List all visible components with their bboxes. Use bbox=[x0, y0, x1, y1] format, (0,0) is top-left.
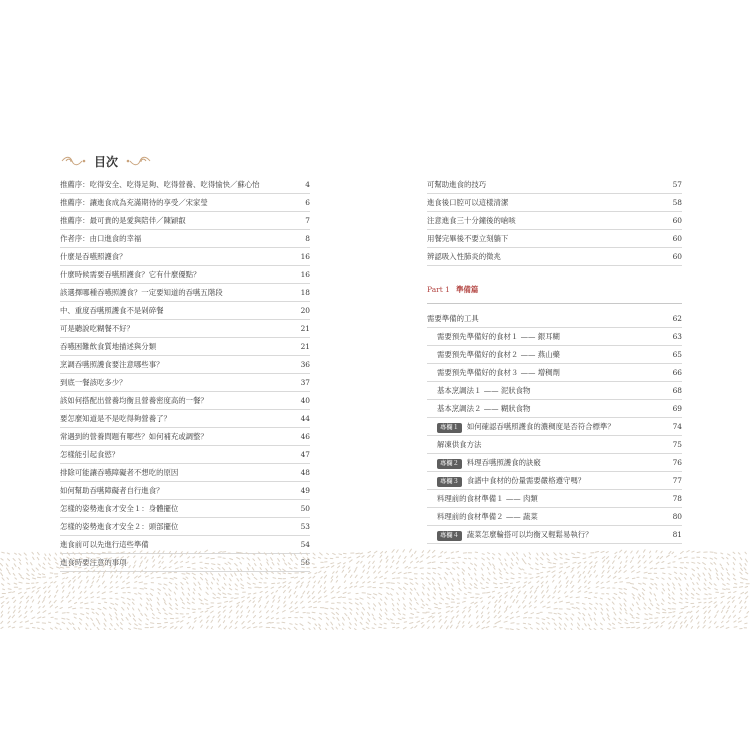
toc-entry-label bbox=[60, 194, 286, 211]
toc-entry-text: 用餐完畢後不要立刻躺下 bbox=[427, 234, 509, 243]
toc-entry-page: 76 bbox=[672, 458, 682, 467]
toc-entry bbox=[427, 346, 682, 364]
toc-entry bbox=[60, 518, 310, 536]
toc-entry bbox=[60, 356, 310, 374]
toc-entry-text: 推薦序：讓進食成為充滿期待的享受／宋家瑩 bbox=[60, 198, 208, 207]
toc-entry-label bbox=[60, 320, 286, 337]
toc-entry bbox=[427, 176, 682, 194]
toc-entry bbox=[60, 482, 310, 500]
toc-entry-page: 65 bbox=[672, 350, 682, 359]
toc-entry-text: 基本烹調法１ —— 泥狀食物 bbox=[437, 386, 531, 395]
toc-entry-page: 53 bbox=[300, 522, 310, 531]
toc-entry-text: 需要準備的工具 bbox=[427, 314, 479, 323]
toc-entry-page: 16 bbox=[300, 252, 310, 261]
toc-entry-text: 中、重度吞嚥照護食不是剁碎餐 bbox=[60, 306, 164, 315]
toc-entry-label bbox=[427, 212, 658, 229]
toc-entry bbox=[60, 302, 310, 320]
toc-entry-label bbox=[60, 266, 286, 283]
toc-entry-page: 16 bbox=[300, 270, 310, 279]
toc-entry-label bbox=[427, 418, 658, 435]
toc-entry-text: 進食前可以先進行這些準備 bbox=[60, 540, 149, 549]
toc-entry-text: 基本烹調法２ —— 糊狀食物 bbox=[437, 404, 531, 413]
column-badge: 專欄２ bbox=[437, 459, 462, 469]
toc-entry bbox=[427, 364, 682, 382]
toc-entry-label bbox=[60, 500, 286, 517]
toc-entry-text: 可是聽說吃糊餐不好？ bbox=[60, 324, 134, 333]
toc-entry-label bbox=[427, 328, 658, 345]
column-badge: 專欄４ bbox=[437, 531, 462, 541]
toc-entry-label bbox=[427, 400, 658, 417]
toc-entry-text: 需要預先準備好的食材３ —— 增稠劑 bbox=[437, 368, 560, 377]
toc-entry-text: 進食後口腔可以這樣清潔 bbox=[427, 198, 509, 207]
toc-entry bbox=[60, 176, 310, 194]
toc-entry-text: 什麼是吞嚥照護食？ bbox=[60, 252, 127, 261]
toc-entry bbox=[60, 374, 310, 392]
toc-entry-text: 料理前的食材準備２ —— 蔬菜 bbox=[437, 512, 538, 521]
toc-entry-label bbox=[427, 382, 658, 399]
toc-entry-page: 36 bbox=[300, 360, 310, 369]
toc-entry-text: 進食時要注意的事項 bbox=[60, 558, 127, 567]
toc-entry-text: 吞嚥困難飲食質地描述與分類 bbox=[60, 342, 157, 351]
toc-entry-text: 什麼時候需要吞嚥照護食？它有什麼優點？ bbox=[60, 270, 201, 279]
toc-entry-page: 18 bbox=[300, 288, 310, 297]
toc-entry-page: 60 bbox=[672, 252, 682, 261]
toc-entry-page: 54 bbox=[300, 540, 310, 549]
toc-entry-page: 60 bbox=[672, 234, 682, 243]
toc-entry-text: 如何確認吞嚥照護食的濃稠度是否符合標準？ bbox=[466, 422, 615, 431]
toc-header bbox=[60, 150, 152, 172]
toc-entry-label bbox=[427, 436, 658, 453]
toc-entry-text: 常遇到的營養問題有哪些？如何補充或調整？ bbox=[60, 432, 208, 441]
toc-entry-label bbox=[60, 248, 286, 265]
toc-entry bbox=[427, 230, 682, 248]
toc-entry-page: 8 bbox=[305, 234, 310, 243]
toc-entry-page: 69 bbox=[672, 404, 682, 413]
toc-entry-label bbox=[427, 508, 658, 525]
dash-pattern-strokes bbox=[0, 549, 749, 630]
toc-entry-text: 需要預先準備好的食材２ —— 燕山藥 bbox=[437, 350, 560, 359]
toc-entry-text: 食譜中食材的份量需要嚴格遵守嗎？ bbox=[466, 476, 586, 485]
toc-entry-label bbox=[427, 248, 658, 265]
toc-entry bbox=[427, 472, 682, 490]
toc-entry-page: 57 bbox=[672, 180, 682, 189]
toc-entry bbox=[427, 490, 682, 508]
toc-entry-text: 怎樣的姿勢進食才安全２：頭部擺位 bbox=[60, 522, 179, 531]
toc-entry bbox=[60, 392, 310, 410]
toc-right-column bbox=[427, 176, 682, 544]
toc-entry-page: 68 bbox=[672, 386, 682, 395]
right-flourish-ornament bbox=[126, 154, 152, 168]
toc-entry-text: 到底一餐該吃多少？ bbox=[60, 378, 127, 387]
toc-entry-page: 47 bbox=[300, 450, 310, 459]
toc-entry bbox=[60, 410, 310, 428]
toc-entry bbox=[427, 248, 682, 266]
toc-entry-label bbox=[427, 526, 658, 543]
toc-entry-text: 需要預先準備好的食材１ —— 銀耳糊 bbox=[437, 332, 560, 341]
toc-entry bbox=[427, 418, 682, 436]
toc-entry-page: 62 bbox=[672, 314, 682, 323]
toc-entry-label bbox=[60, 230, 286, 247]
toc-entry-page: 46 bbox=[300, 432, 310, 441]
toc-entry-page: 78 bbox=[672, 494, 682, 503]
toc-entry-text: 料理前的食材準備１ —— 肉類 bbox=[437, 494, 538, 503]
toc-entry bbox=[60, 266, 310, 284]
toc-entry bbox=[427, 436, 682, 454]
toc-entry bbox=[427, 508, 682, 526]
toc-entry bbox=[60, 230, 310, 248]
toc-entry-label bbox=[60, 392, 286, 409]
toc-entry-label bbox=[60, 446, 286, 463]
toc-entry-page: 63 bbox=[672, 332, 682, 341]
toc-entry-text: 解凍供食方法 bbox=[437, 440, 482, 449]
toc-entry-text: 怎樣的姿勢進食才安全１：身體擺位 bbox=[60, 504, 179, 513]
toc-entry-text: 料理吞嚥照護食的訣竅 bbox=[466, 458, 541, 467]
toc-entry-label bbox=[427, 230, 658, 247]
toc-entry-label bbox=[427, 176, 658, 193]
toc-right-bottom-list bbox=[427, 310, 682, 544]
toc-entry bbox=[427, 194, 682, 212]
toc-entry-page: 21 bbox=[300, 342, 310, 351]
toc-entry-label bbox=[427, 454, 658, 471]
toc-entry-label bbox=[60, 518, 286, 535]
toc-entry-text: 蔬菜怎麼輪搭可以均衡又輕鬆易執行？ bbox=[466, 530, 593, 539]
toc-entry-text: 推薦序：吃得安全、吃得足夠、吃得營養、吃得愉快／蘇心怡 bbox=[60, 180, 260, 189]
toc-entry-page: 58 bbox=[672, 198, 682, 207]
toc-entry-page: 49 bbox=[300, 486, 310, 495]
toc-entry-label bbox=[60, 482, 286, 499]
toc-entry-label bbox=[427, 194, 658, 211]
column-badge: 專欄１ bbox=[437, 423, 462, 433]
toc-right-top-list bbox=[427, 176, 682, 266]
left-flourish-ornament bbox=[60, 154, 86, 168]
toc-entry bbox=[427, 382, 682, 400]
toc-entry bbox=[60, 284, 310, 302]
toc-entry-page: 50 bbox=[300, 504, 310, 513]
toc-entry-label bbox=[60, 428, 286, 445]
toc-entry bbox=[60, 212, 310, 230]
toc-entry-page: 4 bbox=[305, 180, 310, 189]
part-heading bbox=[427, 275, 682, 304]
toc-entry-label bbox=[427, 310, 658, 327]
toc-entry-page: 21 bbox=[300, 324, 310, 333]
toc-entry bbox=[60, 320, 310, 338]
toc-entry-text: 作者序：由口進食的幸福 bbox=[60, 234, 142, 243]
toc-entry bbox=[60, 446, 310, 464]
toc-entry bbox=[60, 500, 310, 518]
toc-entry-label bbox=[60, 284, 286, 301]
toc-entry-page: 6 bbox=[305, 198, 310, 207]
column-badge: 專欄３ bbox=[437, 477, 462, 487]
toc-entry-label bbox=[60, 374, 286, 391]
toc-entry-text: 可幫助進食的技巧 bbox=[427, 180, 487, 189]
toc-entry-label bbox=[427, 472, 658, 489]
toc-entry bbox=[427, 212, 682, 230]
toc-entry-page: 20 bbox=[300, 306, 310, 315]
toc-entry-text: 要怎麼知道是不是吃得夠營養了？ bbox=[60, 414, 171, 423]
toc-entry bbox=[427, 328, 682, 346]
toc-entry bbox=[60, 338, 310, 356]
toc-entry bbox=[427, 310, 682, 328]
toc-entry-page: 66 bbox=[672, 368, 682, 377]
toc-entry-label bbox=[60, 212, 286, 229]
toc-title: 目次 bbox=[94, 154, 119, 169]
toc-entry-page: 48 bbox=[300, 468, 310, 477]
toc-entry bbox=[60, 464, 310, 482]
toc-entry-text: 烹調吞嚥照護食要注意哪些事？ bbox=[60, 360, 164, 369]
toc-entry-text: 該選擇哪種吞嚥照護食？一定要知道的吞嚥五階段 bbox=[60, 288, 223, 297]
toc-entry-label bbox=[60, 356, 286, 373]
part-title: 準備篇 bbox=[455, 284, 479, 294]
toc-entry-page: 37 bbox=[300, 378, 310, 387]
toc-entry-text: 如何幫助吞嚥障礙者自行進食？ bbox=[60, 486, 164, 495]
toc-entry bbox=[427, 400, 682, 418]
toc-entry-label bbox=[60, 302, 286, 319]
toc-entry-label bbox=[427, 490, 658, 507]
toc-entry-page: 80 bbox=[672, 512, 682, 521]
toc-entry-page: 60 bbox=[672, 216, 682, 225]
toc-entry-text: 該如何搭配出營養均衡且營養密度高的一餐？ bbox=[60, 396, 208, 405]
toc-entry-page: 77 bbox=[672, 476, 682, 485]
decorative-dash-pattern bbox=[0, 548, 750, 630]
toc-entry-page: 40 bbox=[300, 396, 310, 405]
toc-left-column bbox=[60, 176, 310, 572]
toc-entry-text: 推薦序：最可貴的是愛與陪伴／陳穎叡 bbox=[60, 216, 186, 225]
toc-entry bbox=[427, 454, 682, 472]
toc-entry-label bbox=[427, 346, 658, 363]
toc-entry-page: 81 bbox=[672, 530, 682, 539]
toc-entry-text: 排除可能讓吞嚥障礙者不想吃的原因 bbox=[60, 468, 179, 477]
toc-entry-text: 辨認吸入性肺炎的徵兆 bbox=[427, 252, 501, 261]
toc-entry-label bbox=[60, 338, 286, 355]
toc-entry-label bbox=[60, 464, 286, 481]
toc-entry-text: 怎樣能引起食慾？ bbox=[60, 450, 120, 459]
toc-entry-page: 44 bbox=[300, 414, 310, 423]
toc-entry-label bbox=[427, 364, 658, 381]
toc-entry bbox=[60, 248, 310, 266]
part-number: Part 1 bbox=[427, 284, 450, 294]
toc-entry-page: 7 bbox=[305, 216, 310, 225]
toc-entry-text: 注意進食三十分鐘後的嗆咳 bbox=[427, 216, 516, 225]
toc-entry bbox=[60, 428, 310, 446]
toc-entry bbox=[60, 194, 310, 212]
toc-entry bbox=[427, 526, 682, 544]
toc-entry-page: 75 bbox=[672, 440, 682, 449]
toc-entry-label bbox=[60, 410, 286, 427]
toc-entry-page: 56 bbox=[300, 558, 310, 567]
toc-entry-page: 74 bbox=[672, 422, 682, 431]
toc-entry-label bbox=[60, 176, 286, 193]
